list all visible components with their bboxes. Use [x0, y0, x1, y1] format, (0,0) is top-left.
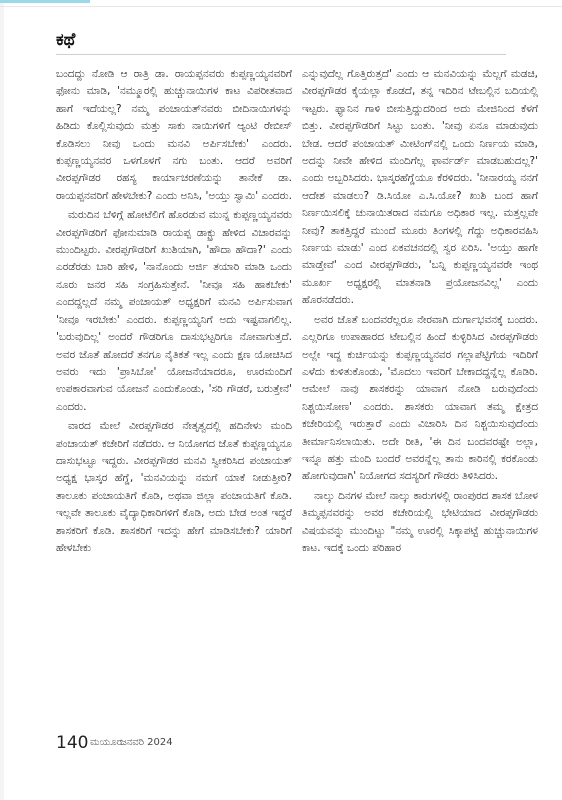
- section-title: ಕಥೆ: [56, 30, 76, 50]
- paragraph: ವಾರದ ಮೇಲೆ ವೀರಪ್ಪಗೌಡರ ನೇತೃತ್ವದಲ್ಲಿ ಹದಿನೇಳು ಮಂದಿ ಪಂಚಾಯತ್ ಕಚೇರಿಗೆ ನಡೆದರು. ಆ ನಿಯೋಗದ ಜೊತೆ ಕುಪ್ಪಣ್ಣಯ್ಯನೂ ದಾಸುಭಟ್ಟೂ ಇದ್ದರು. ವೀರಪ್ಪಗೌಡರ ಮನವಿ ಸ್ವೀಕರಿಸಿದ ಪಂಚಾಯತ್ ಅಧ್ಯಕ್ಷ ಭಾಸ್ಕರ ಹೆಗ್ಡೆ, 'ಮನವಿಯನ್ನು ನಮಗೆ ಯಾಕೆ ನೀಡುತ್ತೀರಿ? ತಾಲೂಕು ಪಂಚಾಯತಿಗೆ ಕೊಡಿ, ಅಥವಾ ಜಿಲ್ಲಾ ಪಂಚಾಯತಿಗೆ ಕೊಡಿ. ಇಲ್ಲವೇ ತಾಲೂಕು ವೈದ್ಯಾಧಿಕಾರಿಗಳಿಗೆ ಕೊಡಿ, ಅದು ಬೇಡ ಅಂತ ಇದ್ದರೆ ಶಾಸಕರಿಗೆ ಕೊಡಿ. ಶಾಸಕರಿಗೆ ಇದನ್ನು ಹೇಗೆ ಮಾಡಿಸಬೇಕು? ಯಾರಿಗೆ ಹೇಳಬೇಕು: [56, 420, 292, 554]
- paragraph: ನಾಲ್ಕು ದಿನಗಳ ಮೇಲೆ ನಾಲ್ಕು ಕಾರುಗಳಲ್ಲಿ ರಾಂಪುರದ ಶಾಸಕ ಬೋಳ ತಿಮ್ಮಪ್ಪನವರನ್ನು ಅವರ ಕಚೇರಿಯಲ್ಲಿ ಭೇಟಿಯಾದ ವೀರಪ್ಪಗೌಡರು ವಿಷಯವನ್ನು ಮುಂದಿಟ್ಟು "ನಮ್ಮ ಊರಲ್ಲಿ ಸಿಕ್ಕಾಪಟ್ಟೆ ಹುಚ್ಚುನಾಯಿಗಳ ಕಾಟ. ಇದಕ್ಕೆ ಒಂದು ಪರಿಹಾರ: [302, 489, 538, 554]
- top-accent-rule: [0, 0, 562, 10]
- header-divider: [56, 54, 506, 55]
- page-footer: [56, 733, 506, 757]
- page-edge-strip: [0, 0, 4, 800]
- article-column-left: [56, 66, 292, 559]
- paragraph: ಬಂದದ್ದು ನೋಡಿ ಆ ರಾತ್ರಿ ಡಾ. ರಾಯಪ್ಪನವರು ಕುಪ್ಪಣ್ಣಯ್ಯನವರಿಗೆ ಫೋನು ಮಾಡಿ, 'ನಮ್ಮೂರಲ್ಲಿ ಹುಚ್ಚುನಾಯಿಗಳ ಕಾಟ ವಿಪರೀತವಾದ ಹಾಗೆ ಇದೆಯಲ್ಲ? ನಮ್ಮ ಪಂಚಾಯತ್‌ನವರು ಬೀದಿನಾಯಿಗಳನ್ನು ಹಿಡಿದು ಕೊಲ್ಲಿಸುವುದು ಮತ್ತು ಸಾಕು ನಾಯಿಗಳಿಗೆ ಆ್ಯಂಟಿ ರೇಬೀಸ್ ಕೊಡಿಸಲು ನೀವು ಒಂದು ಮನವಿ ಅರ್ಪಿಸಬೇಕು' ಎಂದರು. ಕುಪ್ಪಣ್ಣಯ್ಯನವರ ಒಳಗೊಳಗೆ ನಗು ಬಂತು. ಆದರೆ ಅವರಿಗೆ ವೀರಪ್ಪಗೌಡರ ರಹಸ್ಯ ಕಾರ್ಯಾಚರಣೆಯನ್ನು ತಾನೇಕೆ ಡಾ. ರಾಯಪ್ಪನವರಿಗೆ ಹೇಳಬೇಕು? ಎಂದು ಅನಿಸಿ, 'ಅಯ್ತು ಸ್ವಾಮಿ' ಎಂದರು.: [56, 68, 292, 202]
- page-number: 140: [56, 733, 89, 753]
- paragraph: ಅವರ ಜೊತೆ ಬಂದವರೆಲ್ಲರೂ ನೇರವಾಗಿ ದುರ್ಗಾಭವನಕ್ಕೆ ಬಂದರು. ಎಲ್ಲರಿಗೂ ಉಪಾಹಾರದ ಟೇಬಲ್ಲಿನ ಹಿಂದೆ ಕುಳ್ಳಿರಿಸಿದ ವೀರಪ್ಪಗೌಡರು ಅಲ್ಲೇ ಇದ್ದ ಕುರ್ಚಿಯನ್ನು ಕುಪ್ಪಣ್ಣಯ್ಯನವರ ಗಲ್ಲಾಪೆಟ್ಟಿಗೆಯ ಇದಿರಿಗೆ ಎಳೆದು ಕುಳಿತುಕೊಂಡು, 'ಮೊದಲು ಇವರಿಗೆ ಬೇಕಾದದ್ದನ್ನೆಲ್ಲ ಕೊಡಿರಿ. ಆಮೇಲೆ ನಾವು ಶಾಸಕರನ್ನು ಯಾವಾಗ ನೋಡಿ ಬರುವುದೆಂದು ನಿಶ್ಚಯಿಸೋಣ' ಎಂದರು. ಶಾಸಕರು ಯಾವಾಗ ತಮ್ಮ ಕ್ಷೇತ್ರದ ಕಚೇರಿಯಲ್ಲಿ ಇರುತ್ತಾರೆ ಎಂದು ವಿಚಾರಿಸಿ ದಿನ ನಿಶ್ಚಯಿಸುವುದೆಂದು ತೀರ್ಮಾನಿಸಲಾಯಿತು. ಅದೇ ರೀತಿ, 'ಈ ದಿನ ಬಂದವರಷ್ಟೇ ಅಲ್ಲಾ, ಇನ್ನೂ ಹತ್ತು ಮಂದಿ ಬಂದರೆ ಅವರನ್ನೆಲ್ಲ ತಾನು ಕಾರಿನಲ್ಲಿ ಕರಕೊಂಡು ಹೋಗುವುದಾಗಿ' ನಿಯೋಗದ ಸದಸ್ಯರಿಗೆ ಗೌಡರು ತಿಳಿಸಿದರು.: [302, 313, 538, 483]
- paragraph: ಮರುದಿನ ಬೆಳಿಗ್ಗೆ ಹೋಟೆಲಿಗೆ ಹೊರಡುವ ಮುನ್ನ ಕುಪ್ಪಣ್ಣಯ್ಯನವರು ವೀರಪ್ಪಗೌಡರಿಗೆ ಫೋನುಮಾಡಿ ರಾಯಪ್ಪ ಡಾಕ್ಟ್ರು ಹೇಳಿದ ವಿಚಾರವನ್ನು ಮುಂದಿಟ್ಟರು. ವೀರಪ್ಪಗೌಡರಿಗೆ ಖುಶಿಯಾಗಿ, 'ಹೌದಾ ಹೌದಾ?' ಎಂದು ಎರಡೆರಡು ಬಾರಿ ಹೇಳಿ, 'ನಾನೊಂದು ಅರ್ಜಿ ತಯಾರಿ ಮಾಡಿ ಒಂದು ನೂರು ಜನರ ಸಹಿ ಸಂಗ್ರಹಿಸುತ್ತೇನೆ. 'ನೀವೂ ಸಹಿ ಹಾಕಬೇಕು' ಎಂದದ್ದಲ್ಲದೆ ನಮ್ಮ ಪಂಚಾಯತ್ ಅಧ್ಯಕ್ಷರಿಗೆ ಮನವಿ ಅರ್ಪಿಸುವಾಗ 'ನೀವೂ ಇರಬೇಕು' ಎಂದರು. ಕುಪ್ಪಣ್ಣಯ್ಯನಿಗೆ ಅದು ಇಷ್ಟವಾಗಲಿಲ್ಲ. 'ಬರುವುದಿಲ್ಲ' ಅಂದರೆ ಗೌಡರಿಗೂ ದಾಸುಭಟ್ಟರಿಗೂ ನೋವಾಗುತ್ತದೆ. ಅವರ ಜೊತೆ ಹೋದರೆ ತನಗೂ ನೈತಿಕತೆ ಇಲ್ಲ ಎಂದು ಕ್ಷಣ ಯೋಚಿಸಿದ ಅವರು ಇದು 'ಪ್ರಾಸಿಬೋ' ಯೋಜನೆಯಾದರೂ, ಊರಮಂದಿಗೆ ಉಪಕಾರವಾಗುವ ಯೋಜನೆ ಎಂದುಕೊಂಡು, 'ಸರಿ ಗೌಡರೆ, ಬರುತ್ತೇನೆ' ಎಂದರು.: [56, 209, 292, 413]
- issue-date: ಜನವರಿ 2024: [120, 737, 173, 748]
- magazine-name: ಮಯೂರ: [90, 737, 122, 748]
- article-column-right: [302, 66, 538, 559]
- page-header: [56, 30, 506, 58]
- paragraph: ಎನ್ನುವುದೆಲ್ಲ ಗೊತ್ತಿರುತ್ತದೆ' ಎಂದು ಆ ಮನವಿಯನ್ನು ಮೆಲ್ಲಗೆ ಮಡಚಿ, ವೀರಪ್ಪಗೌಡರ ಕೈಯಲ್ಲಾ ಕೊಡದೆ, ತನ್ನ ಇದಿರಿನ ಟೇಬಲ್ಲಿನ ಬದಿಯಲ್ಲಿ ಇಟ್ಟರು. ಫ್ಯಾನಿನ ಗಾಳಿ ಬೀಸುತ್ತಿದ್ದುದರಿಂದ ಅದು ಮೇಜಿನಿಂದ ಕೆಳಗೆ ಬಿತ್ತು. ವೀರಪ್ಪಗೌಡರಿಗೆ ಸಿಟ್ಟು ಬಂತು. 'ನೀವು ಏನೂ ಮಾಡುವುದು ಬೇಡ. ಆದರೆ ಪಂಚಾಯತ್ ಮೀಟಿಂಗ್‌ನಲ್ಲಿ ಒಂದು ನಿರ್ಣಯ ಮಾಡಿ, ಅದನ್ನು ನೀವೇ ಹೇಳಿದ ಮಂದಿಗೆಲ್ಲ ಫಾರ್ವರ್ಡ್ ಮಾಡಬಹುದಲ್ಲ?' ಎಂದು ಅಬ್ಬರಿಸಿದರು. ಭಾಸ್ಕರಹೆಗ್ಡೆಯೂ ಕೆರಳಿದರು. 'ನೀನಾರಯ್ಯ ನನಗೆ ಆದೇಶ ಮಾಡಲು? ಡಿ.ಸಿಯೋ ಎ.ಸಿ.ಯೋ? ಖುಶಿ ಬಂದ ಹಾಗೆ ನಿರ್ಣಯಿಸಲಿಕ್ಕೆ ಚುನಾಯಿತರಾದ ನಮಗೂ ಅಧಿಕಾರ ಇಲ್ಲ. ಮತ್ತಲ್ಲವೇ ನೀವು? ತಾಕತ್ತಿದ್ದರೆ ಮುಂದೆ ಮೂರು ತಿಂಗಳಲ್ಲಿ ಗೆದ್ದು ಅಧಿಕಾರವಹಿಸಿ ನಿರ್ಣಯ ಮಾಡು' ಎಂದ ಏಕವಚನದಲ್ಲಿ ಸ್ವರ ಏರಿಸಿ. 'ಅಯ್ತು ಹಾಗೇ ಮಾಡ್ತೇವೆ' ಎಂದ ವೀರಪ್ಪಗೌಡರು, 'ಬನ್ನಿ ಕುಪ್ಪಣ್ಣಯ್ಯನವರೇ ಇಂಥ ಮೂರ್ಖ ಅಧ್ಯಕ್ಷರಲ್ಲಿ ಮಾತನಾಡಿ ಪ್ರಯೋಜನವಿಲ್ಲ' ಎಂದು ಹೊರನಡೆದರು.: [302, 68, 538, 307]
